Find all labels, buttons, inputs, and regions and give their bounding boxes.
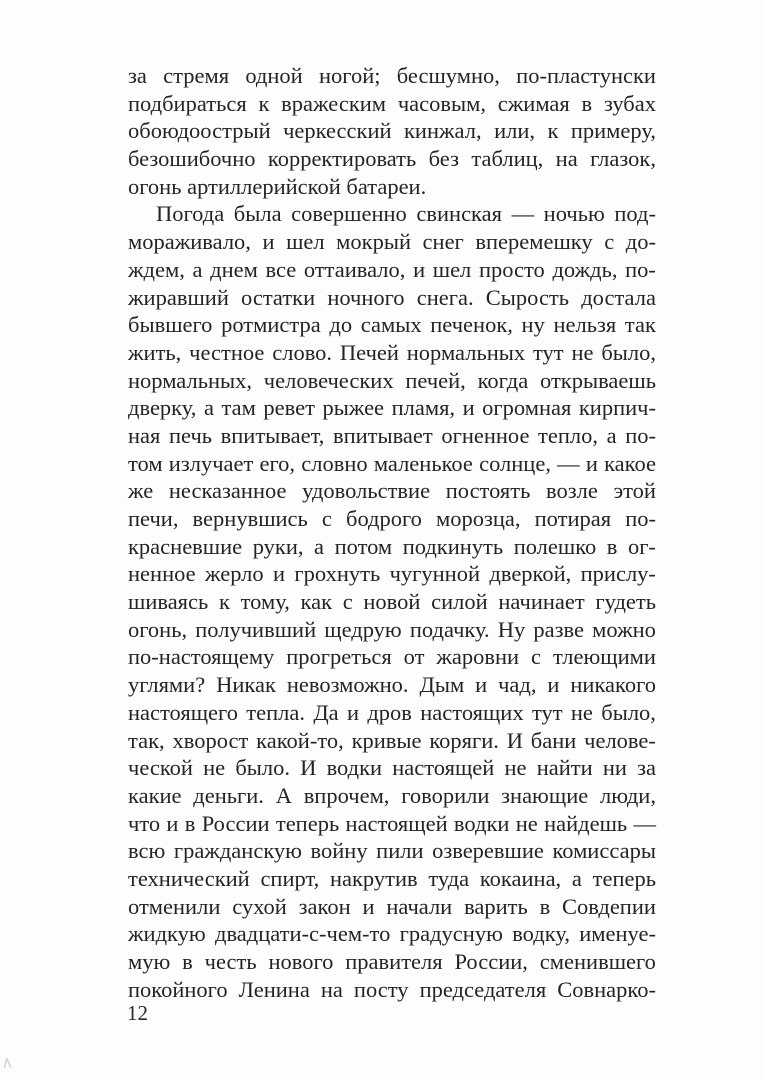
word: оттаивало,	[303, 256, 406, 282]
word: не	[570, 699, 593, 725]
word: с	[531, 644, 542, 670]
word: по-пластунски	[516, 63, 656, 88]
word: возле	[546, 478, 598, 504]
word: знающие	[501, 782, 589, 808]
word: не	[203, 755, 226, 781]
text-line	[128, 228, 656, 256]
word: тепла.	[246, 699, 305, 725]
text-line	[128, 865, 656, 893]
word: настоящего	[128, 699, 238, 725]
word: так	[624, 312, 656, 338]
word: печь	[168, 422, 213, 448]
scan-artifact-mark: ∧	[0, 1052, 15, 1074]
word: дверку,	[128, 395, 197, 421]
word: том	[128, 450, 163, 476]
word: посту	[353, 976, 409, 1002]
word: было.	[235, 755, 290, 781]
word: морозца,	[436, 506, 521, 531]
word: стремя	[163, 63, 230, 88]
word: а	[203, 395, 214, 421]
word: красневшие	[128, 533, 243, 559]
word: тут	[531, 699, 563, 725]
word: технический	[128, 865, 250, 891]
text-line	[128, 976, 656, 1004]
word: не	[504, 755, 527, 781]
word: сухой	[232, 893, 287, 919]
word: мую	[128, 949, 171, 974]
word: в	[539, 893, 551, 919]
word: слово.	[272, 339, 333, 365]
word: мокрый	[336, 229, 411, 255]
word: ногой;	[318, 63, 381, 88]
word: какой-то,	[256, 727, 344, 753]
word: Ленина	[238, 976, 310, 1002]
word: спирт,	[260, 865, 320, 891]
word: вернувшись	[192, 506, 308, 531]
word: какое	[604, 450, 656, 476]
text-line	[128, 422, 656, 450]
word: ревет	[263, 395, 315, 421]
text-line	[128, 477, 656, 505]
word: безошибочно	[128, 146, 256, 172]
word: впрочем,	[303, 782, 390, 808]
word: озверевшие	[432, 838, 544, 864]
word: Никак	[216, 672, 276, 698]
word: кривые	[351, 727, 422, 753]
text-block	[128, 62, 656, 1003]
word: Да	[313, 699, 339, 725]
paragraph	[128, 200, 656, 1003]
word: шел	[432, 256, 472, 282]
word: жидкую	[128, 921, 206, 947]
word: совершенно	[291, 201, 407, 227]
word: найти	[536, 755, 593, 781]
word: подбираться	[128, 90, 247, 116]
word: говорили	[401, 782, 490, 808]
word: найдешь	[544, 810, 628, 836]
word: бани	[530, 727, 577, 753]
word: Сырость	[485, 284, 570, 310]
text-line	[128, 284, 656, 312]
word: и	[166, 810, 179, 836]
text-line	[128, 505, 656, 533]
word: на	[555, 146, 578, 172]
word: часовым,	[397, 90, 486, 116]
word: тому,	[240, 589, 290, 615]
word: России,	[454, 949, 528, 974]
text-line	[128, 643, 656, 671]
word: сменившего	[539, 949, 656, 974]
word: настоящей	[392, 755, 495, 781]
word: председателя	[419, 976, 547, 1002]
text-line	[128, 837, 656, 865]
word: остатки	[241, 284, 316, 310]
word: руки,	[252, 533, 304, 559]
word: впитывает,	[220, 422, 325, 448]
word: в	[606, 533, 618, 559]
text-line	[128, 754, 656, 782]
word: честное	[189, 339, 265, 365]
word: было,	[601, 339, 656, 365]
text-line-content: огонь артиллерийской батареи.	[128, 173, 427, 199]
word: ночью	[543, 201, 605, 227]
word: невозможно.	[286, 672, 409, 698]
word: ждем,	[128, 256, 185, 282]
word: пили	[376, 838, 424, 864]
word: шел	[286, 229, 325, 255]
word: ческой	[128, 755, 193, 781]
word: по-	[625, 256, 656, 282]
word: щедрую	[324, 616, 402, 642]
word: Печей	[339, 339, 399, 365]
word: ночного	[327, 284, 405, 310]
word: и	[547, 672, 560, 698]
word: нельзя	[553, 312, 617, 338]
word: накрутив	[329, 865, 418, 891]
word: за	[637, 755, 656, 781]
word: кинжал,	[404, 118, 482, 144]
text-line	[128, 145, 656, 173]
text-line	[128, 560, 656, 588]
word: без	[428, 146, 459, 172]
word: Ну	[497, 616, 526, 642]
text-line	[128, 367, 656, 395]
word: достала	[581, 284, 656, 310]
word: потом	[334, 533, 393, 559]
word: России	[201, 810, 270, 836]
word: правителя	[345, 949, 443, 974]
word: хворост	[172, 727, 249, 753]
word: чугунной	[389, 561, 481, 587]
word: Дым	[419, 672, 465, 698]
word: к	[258, 90, 270, 116]
word: просто	[478, 256, 545, 282]
word: снега.	[416, 284, 474, 310]
word: тут	[532, 339, 564, 365]
text-line	[128, 450, 656, 478]
word: впитывает	[332, 422, 433, 448]
word: Совнарко-	[557, 976, 656, 1002]
word: было,	[601, 699, 656, 725]
text-line	[128, 173, 656, 201]
word: настоящих	[420, 699, 524, 725]
word: какие	[128, 782, 182, 808]
word: всю	[128, 838, 166, 864]
word: никакого	[570, 672, 656, 698]
word: зубах	[603, 90, 656, 116]
word: а	[606, 422, 617, 448]
word: нормальных,	[128, 367, 252, 393]
word: одной	[245, 63, 303, 88]
word: до-	[625, 229, 656, 255]
word: там	[221, 395, 256, 421]
text-line	[128, 90, 656, 118]
word: получивший	[195, 616, 317, 642]
word: А	[275, 782, 292, 808]
word: бодрого	[346, 506, 422, 531]
text-line	[128, 339, 656, 367]
word: и	[362, 893, 375, 919]
word: —	[511, 201, 535, 227]
word: жиравший	[128, 284, 229, 310]
word: чад,	[498, 672, 537, 698]
word: ну	[521, 312, 545, 338]
word: а	[192, 256, 203, 282]
word: комиссары	[552, 838, 656, 864]
word: ротмистра	[221, 312, 321, 338]
paragraph	[128, 62, 656, 200]
word: по-	[625, 506, 656, 531]
word: свинская	[416, 201, 502, 227]
word: удовольствие	[302, 478, 431, 504]
word: настоящей	[345, 810, 448, 836]
word: и	[475, 672, 488, 698]
word: именуе-	[579, 921, 656, 947]
word: градусную	[399, 921, 503, 947]
text-line	[128, 62, 656, 90]
word: таблиц,	[471, 146, 544, 172]
word: дверкой,	[489, 561, 572, 587]
word: в	[184, 810, 196, 836]
word: печей,	[405, 367, 466, 393]
word: разве	[533, 616, 585, 642]
word: подачку.	[409, 616, 490, 642]
word: полешко	[513, 533, 597, 559]
word: и	[462, 395, 475, 421]
word: Погода	[156, 201, 225, 227]
word: печенок,	[430, 312, 513, 338]
word: начинает	[498, 589, 585, 615]
word: сжимая	[497, 90, 570, 116]
word: корректировать	[267, 146, 417, 172]
word: подкинуть	[402, 533, 504, 559]
word: огонь,	[128, 616, 188, 642]
word: огненное	[441, 422, 530, 448]
word: Совдепии	[562, 893, 656, 919]
word: ог-	[627, 533, 656, 559]
word: шиваясь	[128, 589, 209, 615]
word: этой	[613, 478, 656, 504]
word: к	[218, 589, 230, 615]
word: на	[320, 976, 343, 1002]
word: в	[182, 949, 193, 974]
word: а	[314, 533, 325, 559]
word: тлеющими	[552, 644, 656, 670]
word: вперемешку	[475, 229, 593, 255]
word: можно	[592, 616, 656, 642]
text-line	[128, 727, 656, 755]
text-line	[128, 810, 656, 838]
word: черкесский	[283, 118, 392, 144]
word: ни	[602, 755, 627, 781]
text-line	[128, 117, 656, 145]
word: открываешь	[540, 367, 656, 393]
word: человеческих	[263, 367, 394, 393]
word: бывшего	[128, 312, 213, 338]
word: так,	[128, 727, 165, 753]
word: дров	[367, 699, 412, 725]
word: с	[604, 229, 615, 255]
word: покойного	[128, 976, 228, 1002]
text-line	[128, 671, 656, 699]
word: солнце,	[479, 450, 551, 476]
word: обоюдоострый	[128, 118, 271, 144]
word: водку,	[512, 921, 570, 947]
word: и	[585, 450, 598, 476]
word: словно	[301, 450, 368, 476]
word: грохнуть	[294, 561, 381, 587]
word: потирая	[534, 506, 612, 531]
text-line	[128, 394, 656, 422]
word: днем	[210, 256, 258, 282]
word: бесшумно,	[396, 63, 500, 88]
word: двадцати-с-чем-то	[215, 921, 391, 947]
word: —	[557, 450, 580, 476]
word: не	[571, 339, 594, 365]
word: отменили	[128, 893, 221, 919]
page-number: 12	[127, 1001, 148, 1025]
word: огромная	[482, 395, 572, 421]
word: теперь	[275, 810, 340, 836]
word: излучает	[168, 450, 254, 476]
word: войну	[310, 838, 368, 864]
word: жаровни	[436, 644, 520, 670]
word: все	[265, 256, 297, 282]
text-line	[128, 533, 656, 561]
word: ная	[128, 422, 161, 448]
word: И	[300, 755, 317, 781]
word: как	[300, 589, 333, 615]
word: гражданскую	[173, 838, 302, 864]
word: закон	[298, 893, 351, 919]
word: тепло,	[538, 422, 599, 448]
word: и	[262, 229, 275, 255]
word: —	[633, 810, 656, 836]
word: жить,	[128, 339, 182, 365]
word: мораживало,	[128, 229, 251, 255]
word: глазок,	[590, 146, 656, 172]
text-line	[128, 893, 656, 921]
word: постоять	[445, 478, 531, 504]
text-line	[128, 616, 656, 644]
word: кирпич-	[578, 395, 656, 421]
word: от	[403, 644, 425, 670]
text-line	[128, 699, 656, 727]
word: нового	[268, 949, 334, 974]
word: по-настоящему	[128, 644, 275, 670]
word: кокаина,	[479, 865, 562, 891]
word: что	[128, 810, 161, 836]
word: печи,	[128, 506, 179, 531]
word: водки	[326, 755, 383, 781]
word: коряги.	[429, 727, 499, 753]
text-line	[128, 782, 656, 810]
word: честь	[204, 949, 257, 974]
word: теперь	[592, 865, 656, 891]
word: начали	[386, 893, 453, 919]
word: или,	[494, 118, 535, 144]
word: ненное	[128, 561, 196, 587]
word: нормальных	[406, 339, 526, 365]
word: и	[273, 561, 286, 587]
word: до	[329, 312, 353, 338]
word: пламя,	[391, 395, 456, 421]
text-line	[128, 948, 656, 976]
text-line	[128, 200, 656, 228]
word: с	[342, 589, 353, 615]
text-line	[128, 588, 656, 616]
word: жерло	[204, 561, 264, 587]
word: же	[128, 478, 154, 504]
word: маленькое	[373, 450, 473, 476]
word: его,	[259, 450, 296, 476]
word: несказанное	[168, 478, 287, 504]
word: примеру,	[570, 118, 656, 144]
word: а	[571, 865, 582, 891]
text-line	[128, 311, 656, 339]
word: снег	[422, 229, 464, 255]
word: варить	[464, 893, 528, 919]
word: под-	[614, 201, 656, 227]
text-line	[128, 920, 656, 948]
word: прогреться	[286, 644, 392, 670]
word: была	[233, 201, 282, 227]
word: и	[413, 256, 426, 282]
word: силой	[431, 589, 488, 615]
word: новой	[363, 589, 421, 615]
word: И	[506, 727, 523, 753]
word: прислу-	[580, 561, 656, 587]
word: рыжее	[322, 395, 385, 421]
word: по-	[625, 422, 656, 448]
word: к	[547, 118, 559, 144]
word: в	[581, 90, 593, 116]
word: углями?	[128, 672, 206, 698]
word: люди,	[599, 782, 656, 808]
word: за	[128, 63, 147, 88]
word: не	[515, 810, 538, 836]
text-line	[128, 256, 656, 284]
word: самых	[360, 312, 422, 338]
word: когда	[477, 367, 529, 393]
word: челове-	[584, 727, 656, 753]
word: деньги.	[193, 782, 264, 808]
word: туда	[428, 865, 470, 891]
word: вражеским	[281, 90, 387, 116]
word: и	[346, 699, 360, 725]
word: водки	[453, 810, 510, 836]
word: с	[321, 506, 332, 531]
word: гудеть	[595, 589, 656, 615]
word: дождь,	[552, 256, 618, 282]
